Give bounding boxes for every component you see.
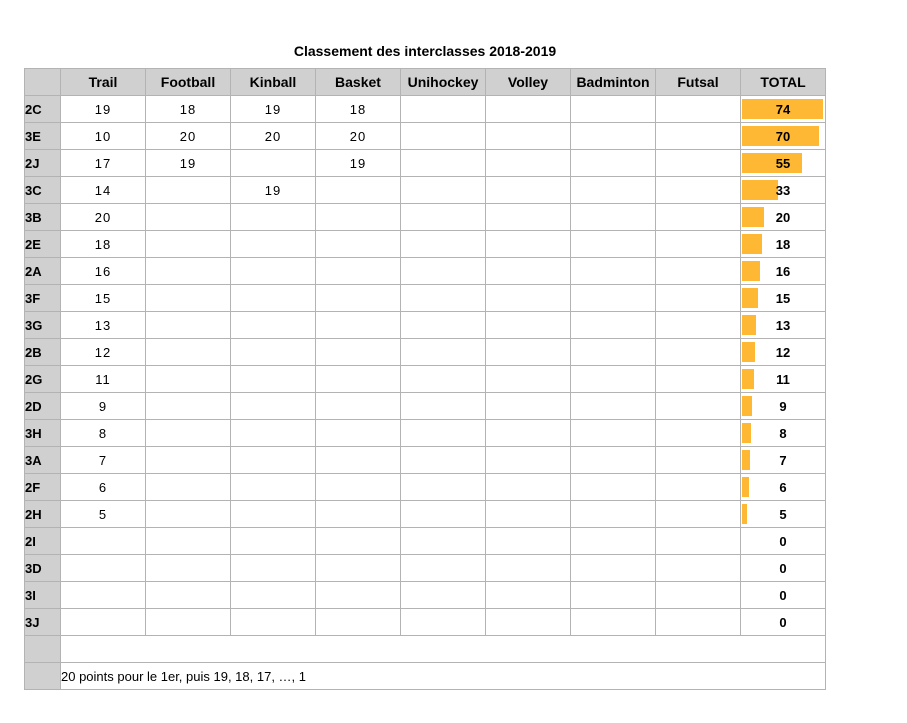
- table-row: [25, 96, 826, 123]
- score-cell[interactable]: 20: [61, 204, 146, 231]
- total-cell[interactable]: [741, 528, 826, 555]
- score-cell[interactable]: [146, 393, 231, 420]
- total-cell[interactable]: [741, 96, 826, 123]
- score-cell[interactable]: [231, 312, 316, 339]
- total-cell[interactable]: [741, 501, 826, 528]
- class-label[interactable]: 2G: [25, 366, 61, 393]
- score-cell[interactable]: [401, 258, 486, 285]
- score-cell[interactable]: [231, 555, 316, 582]
- score-cell[interactable]: [571, 204, 656, 231]
- score-cell[interactable]: [486, 366, 571, 393]
- score-cell[interactable]: [656, 123, 741, 150]
- score-cell[interactable]: [401, 609, 486, 636]
- score-cell[interactable]: 11: [61, 366, 146, 393]
- score-cell[interactable]: [656, 528, 741, 555]
- score-cell[interactable]: [656, 609, 741, 636]
- score-cell[interactable]: [401, 96, 486, 123]
- score-cell[interactable]: [231, 231, 316, 258]
- class-label[interactable]: 2H: [25, 501, 61, 528]
- total-value: 8: [779, 425, 787, 441]
- score-cell[interactable]: [146, 474, 231, 501]
- total-cell[interactable]: [741, 474, 826, 501]
- score-cell[interactable]: [401, 420, 486, 447]
- score-cell[interactable]: [401, 474, 486, 501]
- column-header-unihockey[interactable]: Unihockey: [401, 69, 486, 96]
- total-cell[interactable]: [741, 366, 826, 393]
- table-row: [25, 177, 826, 204]
- score-cell[interactable]: [486, 393, 571, 420]
- class-label[interactable]: 2F: [25, 474, 61, 501]
- score-cell[interactable]: [571, 177, 656, 204]
- total-cell[interactable]: [741, 231, 826, 258]
- score-cell[interactable]: [401, 339, 486, 366]
- total-cell[interactable]: [741, 150, 826, 177]
- score-cell[interactable]: 16: [61, 258, 146, 285]
- total-cell[interactable]: [741, 312, 826, 339]
- score-cell[interactable]: [486, 447, 571, 474]
- class-label[interactable]: 3I: [25, 582, 61, 609]
- score-cell[interactable]: [316, 555, 401, 582]
- score-cell[interactable]: 7: [61, 447, 146, 474]
- score-cell[interactable]: 13: [61, 312, 146, 339]
- total-value: 20: [775, 209, 791, 225]
- score-cell[interactable]: 18: [316, 96, 401, 123]
- score-cell[interactable]: [571, 96, 656, 123]
- score-cell[interactable]: [656, 339, 741, 366]
- score-cell[interactable]: [231, 474, 316, 501]
- score-cell[interactable]: [231, 447, 316, 474]
- class-label[interactable]: 3E: [25, 123, 61, 150]
- score-cell[interactable]: 12: [61, 339, 146, 366]
- score-cell[interactable]: [656, 501, 741, 528]
- score-cell[interactable]: [486, 258, 571, 285]
- column-header-total[interactable]: TOTAL: [741, 69, 826, 96]
- total-value: 0: [779, 614, 787, 630]
- table-row: [25, 528, 826, 555]
- score-cell[interactable]: [61, 609, 146, 636]
- score-cell[interactable]: [571, 123, 656, 150]
- score-cell[interactable]: [656, 393, 741, 420]
- score-cell[interactable]: [656, 447, 741, 474]
- total-value: 13: [775, 317, 791, 333]
- score-cell[interactable]: [656, 258, 741, 285]
- total-cell[interactable]: [741, 285, 826, 312]
- score-cell[interactable]: [571, 366, 656, 393]
- score-cell[interactable]: [316, 582, 401, 609]
- table-row: [25, 366, 826, 393]
- footnote-row: [25, 663, 826, 690]
- score-cell[interactable]: [486, 96, 571, 123]
- empty-cell[interactable]: [61, 636, 826, 663]
- score-cell[interactable]: [316, 501, 401, 528]
- score-cell[interactable]: [316, 420, 401, 447]
- score-cell[interactable]: [316, 231, 401, 258]
- score-cell[interactable]: [656, 96, 741, 123]
- score-cell[interactable]: [231, 501, 316, 528]
- score-cell[interactable]: [571, 447, 656, 474]
- class-label[interactable]: 2E: [25, 231, 61, 258]
- total-value: 5: [779, 506, 787, 522]
- class-label[interactable]: 2D: [25, 393, 61, 420]
- table-row: [25, 474, 826, 501]
- score-cell[interactable]: [656, 285, 741, 312]
- score-cell[interactable]: [401, 447, 486, 474]
- table-row: [25, 609, 826, 636]
- score-cell[interactable]: 17: [61, 150, 146, 177]
- score-cell[interactable]: [61, 555, 146, 582]
- score-cell[interactable]: [316, 339, 401, 366]
- score-cell[interactable]: [656, 177, 741, 204]
- score-cell[interactable]: [401, 285, 486, 312]
- class-label[interactable]: 3A: [25, 447, 61, 474]
- score-cell[interactable]: [231, 204, 316, 231]
- total-cell[interactable]: [741, 555, 826, 582]
- total-value: 11: [776, 371, 790, 387]
- column-header-badminton[interactable]: Badminton: [571, 69, 656, 96]
- table-row: [25, 393, 826, 420]
- score-cell[interactable]: [146, 339, 231, 366]
- score-cell[interactable]: [571, 609, 656, 636]
- column-header-basket[interactable]: Basket: [316, 69, 401, 96]
- score-cell[interactable]: [571, 555, 656, 582]
- score-cell[interactable]: [486, 474, 571, 501]
- score-cell[interactable]: [656, 474, 741, 501]
- column-header-trail[interactable]: Trail: [61, 69, 146, 96]
- table-row: [25, 447, 826, 474]
- score-cell[interactable]: [571, 501, 656, 528]
- score-cell[interactable]: [146, 528, 231, 555]
- class-label[interactable]: 2B: [25, 339, 61, 366]
- score-cell[interactable]: [401, 366, 486, 393]
- score-cell[interactable]: [571, 339, 656, 366]
- total-cell[interactable]: [741, 582, 826, 609]
- ranking-table: [24, 68, 826, 690]
- score-cell[interactable]: [316, 474, 401, 501]
- total-value: 16: [775, 263, 791, 279]
- score-cell[interactable]: [146, 204, 231, 231]
- score-cell[interactable]: 8: [61, 420, 146, 447]
- score-cell[interactable]: 6: [61, 474, 146, 501]
- column-header-volley[interactable]: Volley: [486, 69, 571, 96]
- score-cell[interactable]: [401, 123, 486, 150]
- class-label[interactable]: 3B: [25, 204, 61, 231]
- score-cell[interactable]: 19: [231, 96, 316, 123]
- score-cell[interactable]: 19: [316, 150, 401, 177]
- total-cell[interactable]: [741, 339, 826, 366]
- score-cell[interactable]: [486, 528, 571, 555]
- score-cell[interactable]: [486, 123, 571, 150]
- footnote[interactable]: 20 points pour le 1er, puis 19, 18, 17, …, 1: [61, 663, 826, 690]
- total-cell[interactable]: [741, 258, 826, 285]
- score-cell[interactable]: [146, 609, 231, 636]
- class-label[interactable]: 3C: [25, 177, 61, 204]
- score-cell[interactable]: [571, 231, 656, 258]
- score-cell[interactable]: [146, 258, 231, 285]
- score-cell[interactable]: [486, 150, 571, 177]
- class-label[interactable]: 2J: [25, 150, 61, 177]
- score-cell[interactable]: [656, 150, 741, 177]
- score-cell[interactable]: [316, 312, 401, 339]
- corner-cell: [25, 69, 61, 96]
- score-cell[interactable]: [656, 366, 741, 393]
- table-row: [25, 555, 826, 582]
- score-cell[interactable]: [656, 582, 741, 609]
- score-cell[interactable]: 19: [231, 177, 316, 204]
- sheet-title: Classement des interclasses 2018-2019: [293, 43, 557, 59]
- score-cell[interactable]: 19: [146, 150, 231, 177]
- table-row: [25, 312, 826, 339]
- score-cell[interactable]: [231, 609, 316, 636]
- score-cell[interactable]: [146, 501, 231, 528]
- table-row: [25, 420, 826, 447]
- class-label[interactable]: 3D: [25, 555, 61, 582]
- total-cell[interactable]: [741, 420, 826, 447]
- total-value: 0: [779, 587, 787, 603]
- score-cell[interactable]: [401, 501, 486, 528]
- total-value: 7: [779, 452, 787, 468]
- score-cell[interactable]: [486, 285, 571, 312]
- score-cell[interactable]: [656, 555, 741, 582]
- table-row: [25, 204, 826, 231]
- score-cell[interactable]: [486, 231, 571, 258]
- score-cell[interactable]: [316, 528, 401, 555]
- score-cell[interactable]: [571, 258, 656, 285]
- score-cell[interactable]: [316, 204, 401, 231]
- class-label[interactable]: 3F: [25, 285, 61, 312]
- footnote-row-header: [25, 663, 61, 690]
- score-cell[interactable]: [486, 312, 571, 339]
- score-cell[interactable]: [146, 447, 231, 474]
- score-cell[interactable]: [231, 366, 316, 393]
- score-cell[interactable]: [571, 582, 656, 609]
- table-row: [25, 285, 826, 312]
- score-cell[interactable]: [146, 285, 231, 312]
- total-cell[interactable]: [741, 177, 826, 204]
- score-cell[interactable]: [231, 582, 316, 609]
- class-label[interactable]: 3H: [25, 420, 61, 447]
- total-cell[interactable]: [741, 123, 826, 150]
- score-cell[interactable]: 19: [61, 96, 146, 123]
- score-cell[interactable]: [231, 258, 316, 285]
- score-cell[interactable]: [571, 312, 656, 339]
- score-cell[interactable]: [401, 555, 486, 582]
- total-value: 33: [775, 182, 791, 198]
- score-cell[interactable]: [571, 393, 656, 420]
- total-value: 0: [779, 533, 787, 549]
- score-cell[interactable]: [486, 204, 571, 231]
- score-cell[interactable]: [571, 285, 656, 312]
- table-row: [25, 339, 826, 366]
- score-cell[interactable]: [146, 366, 231, 393]
- score-cell[interactable]: [316, 609, 401, 636]
- score-cell[interactable]: 20: [316, 123, 401, 150]
- score-cell[interactable]: 18: [146, 96, 231, 123]
- score-cell[interactable]: [316, 393, 401, 420]
- total-value: 18: [775, 236, 791, 252]
- class-label[interactable]: 2C: [25, 96, 61, 123]
- score-cell[interactable]: [146, 582, 231, 609]
- class-label[interactable]: 2A: [25, 258, 61, 285]
- total-value: 6: [779, 479, 787, 495]
- score-cell[interactable]: [486, 339, 571, 366]
- table-row: [25, 582, 826, 609]
- score-cell[interactable]: [316, 177, 401, 204]
- class-label[interactable]: 3J: [25, 609, 61, 636]
- score-cell[interactable]: [61, 528, 146, 555]
- score-cell[interactable]: [231, 150, 316, 177]
- score-cell[interactable]: [401, 312, 486, 339]
- score-cell[interactable]: [656, 420, 741, 447]
- score-cell[interactable]: [146, 420, 231, 447]
- score-cell[interactable]: 20: [231, 123, 316, 150]
- score-cell[interactable]: [146, 555, 231, 582]
- header-row: [25, 69, 826, 96]
- score-cell[interactable]: [401, 150, 486, 177]
- table-row: [25, 123, 826, 150]
- column-header-futsal[interactable]: Futsal: [656, 69, 741, 96]
- score-cell[interactable]: [656, 231, 741, 258]
- score-cell[interactable]: [571, 474, 656, 501]
- score-cell[interactable]: [486, 555, 571, 582]
- column-header-football[interactable]: Football: [146, 69, 231, 96]
- score-cell[interactable]: [486, 501, 571, 528]
- score-cell[interactable]: 15: [61, 285, 146, 312]
- score-cell[interactable]: [486, 177, 571, 204]
- score-cell[interactable]: 10: [61, 123, 146, 150]
- score-cell[interactable]: [231, 393, 316, 420]
- score-cell[interactable]: [401, 177, 486, 204]
- total-value: 55: [775, 155, 791, 171]
- table-row: [25, 258, 826, 285]
- total-cell[interactable]: [741, 609, 826, 636]
- total-cell[interactable]: [741, 393, 826, 420]
- score-cell[interactable]: 14: [61, 177, 146, 204]
- class-label[interactable]: 3G: [25, 312, 61, 339]
- total-value: 74: [775, 101, 791, 117]
- score-cell[interactable]: [146, 177, 231, 204]
- score-cell[interactable]: [656, 312, 741, 339]
- score-cell[interactable]: [401, 528, 486, 555]
- total-cell[interactable]: [741, 204, 826, 231]
- score-cell[interactable]: 18: [61, 231, 146, 258]
- score-cell[interactable]: [146, 231, 231, 258]
- score-cell[interactable]: 20: [146, 123, 231, 150]
- score-cell[interactable]: [316, 285, 401, 312]
- total-value: 15: [775, 290, 791, 306]
- table-row: [25, 150, 826, 177]
- score-cell[interactable]: [486, 420, 571, 447]
- score-cell[interactable]: [401, 231, 486, 258]
- score-cell[interactable]: [571, 150, 656, 177]
- total-value: 0: [779, 560, 787, 576]
- score-cell[interactable]: [486, 582, 571, 609]
- score-cell[interactable]: 9: [61, 393, 146, 420]
- score-cell[interactable]: [231, 339, 316, 366]
- total-value: 9: [779, 398, 787, 414]
- score-cell[interactable]: 5: [61, 501, 146, 528]
- score-cell[interactable]: [401, 393, 486, 420]
- score-cell[interactable]: [571, 420, 656, 447]
- score-cell[interactable]: [486, 609, 571, 636]
- score-cell[interactable]: [571, 528, 656, 555]
- score-cell[interactable]: [231, 420, 316, 447]
- column-header-kinball[interactable]: Kinball: [231, 69, 316, 96]
- score-cell[interactable]: [316, 366, 401, 393]
- score-cell[interactable]: [231, 528, 316, 555]
- table-row: [25, 501, 826, 528]
- score-cell[interactable]: [656, 204, 741, 231]
- table-row: [25, 231, 826, 258]
- score-cell[interactable]: [146, 312, 231, 339]
- total-value: 12: [775, 344, 791, 360]
- score-cell[interactable]: [401, 582, 486, 609]
- class-label[interactable]: 2I: [25, 528, 61, 555]
- empty-row: [25, 636, 826, 663]
- score-cell[interactable]: [316, 258, 401, 285]
- score-cell[interactable]: [316, 447, 401, 474]
- total-cell[interactable]: [741, 447, 826, 474]
- score-cell[interactable]: [401, 204, 486, 231]
- empty-row-header: [25, 636, 61, 663]
- score-cell[interactable]: [61, 582, 146, 609]
- score-cell[interactable]: [231, 285, 316, 312]
- total-value: 70: [775, 128, 791, 144]
